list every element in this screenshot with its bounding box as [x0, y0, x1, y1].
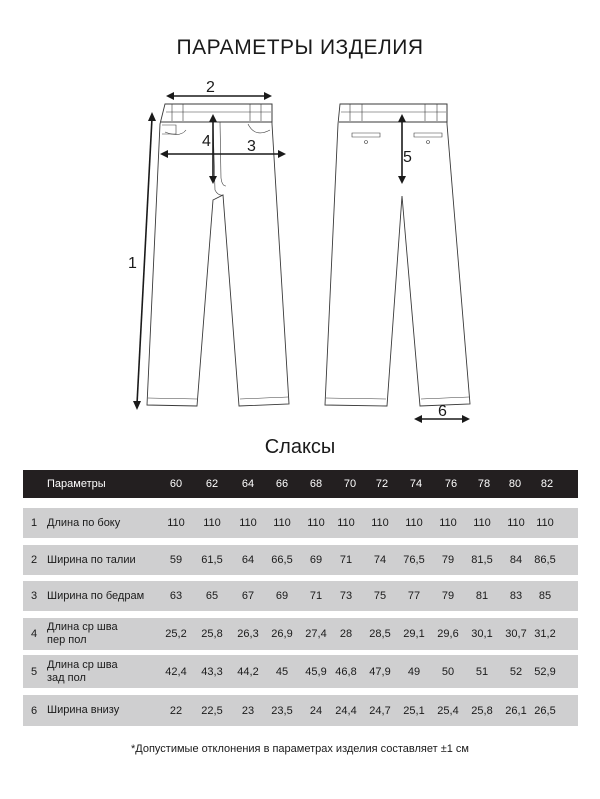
row-number: 2 — [31, 554, 38, 566]
size-col-header: 82 — [540, 478, 554, 490]
table-cell: 110 — [536, 517, 554, 529]
table-cell: 66,5 — [271, 554, 293, 566]
table-cell: 85 — [538, 590, 552, 602]
table-cell: 63 — [169, 590, 183, 602]
table-cell: 25,2 — [165, 628, 187, 640]
trousers-diagram — [0, 70, 600, 440]
size-col-header: 74 — [409, 478, 423, 490]
table-cell: 45,9 — [305, 665, 327, 678]
table-cell: 25,4 — [437, 704, 459, 717]
page-title: ПАРАМЕТРЫ ИЗДЕЛИЯ — [176, 36, 424, 59]
table-cell: 51 — [475, 665, 489, 678]
table-cell: 45 — [275, 665, 289, 678]
row-label: Ширина внизу — [47, 704, 120, 716]
diagram-label-5: 5 — [403, 149, 412, 166]
size-col-header: 72 — [375, 478, 389, 490]
table-cell: 47,9 — [369, 665, 391, 678]
row-number: 4 — [31, 628, 38, 640]
table-cell: 23 — [241, 704, 255, 717]
table-cell: 29,1 — [403, 628, 425, 640]
size-col-header: 64 — [241, 478, 255, 490]
table-cell: 28,5 — [369, 628, 391, 640]
header-label: Параметры — [47, 477, 106, 490]
table-cell: 24,7 — [369, 704, 391, 717]
table-cell: 86,5 — [534, 554, 556, 566]
table-cell: 110 — [307, 517, 325, 529]
size-col-header: 78 — [477, 478, 491, 490]
table-cell: 22,5 — [201, 704, 223, 717]
size-col-header: 80 — [508, 478, 522, 490]
row-label: Ширина по талии — [47, 553, 136, 566]
table-cell: 83 — [509, 590, 523, 602]
row-label: Длина по боку — [47, 516, 121, 529]
table-cell: 76,5 — [403, 554, 425, 566]
diagram-label-6: 6 — [438, 403, 447, 420]
table-row — [23, 581, 578, 611]
table-cell: 69 — [275, 590, 289, 602]
table-cell: 42,4 — [165, 665, 187, 678]
row-number: 3 — [31, 590, 38, 602]
table-cell: 81 — [475, 590, 489, 602]
size-col-header: 66 — [275, 478, 289, 490]
diagram-label-1: 1 — [128, 255, 137, 272]
table-cell: 79 — [441, 554, 455, 566]
table-cell: 61,5 — [201, 554, 223, 566]
table-cell: 69 — [309, 554, 323, 566]
table-row — [23, 695, 578, 726]
table-cell: 59 — [169, 554, 183, 566]
table-cell: 110 — [273, 517, 291, 529]
table-cell: 84 — [509, 554, 523, 566]
table-cell: 73 — [339, 590, 353, 602]
table-cell: 75 — [373, 590, 387, 602]
table-cell: 46,8 — [335, 665, 357, 678]
row-label: Ширина по бедрам — [47, 589, 145, 602]
table-cell: 110 — [507, 517, 525, 529]
table-cell: 110 — [203, 517, 221, 529]
table-cell: 79 — [441, 590, 455, 602]
table-cell: 25,1 — [403, 704, 425, 717]
table-cell: 81,5 — [471, 554, 493, 566]
row-label-line2: пер пол — [47, 634, 87, 646]
front-trousers-outline — [147, 104, 289, 406]
table-cell: 71 — [339, 554, 353, 566]
table-cell: 67 — [241, 590, 255, 602]
table-cell: 26,9 — [271, 628, 293, 640]
size-col-header: 70 — [343, 478, 357, 490]
table-cell: 110 — [167, 517, 185, 529]
table-header — [23, 470, 578, 498]
back-trousers-outline — [325, 104, 470, 406]
table-cell: 49 — [407, 665, 421, 678]
diagram-label-4: 4 — [202, 133, 211, 150]
table-cell: 52 — [509, 665, 523, 678]
table-cell: 25,8 — [201, 628, 223, 640]
table-cell: 27,4 — [305, 628, 327, 640]
size-col-header: 76 — [444, 478, 458, 490]
table-cell: 30,7 — [505, 628, 527, 640]
table-row — [23, 545, 578, 575]
product-name: Слаксы — [264, 436, 336, 458]
table-cell: 24,4 — [335, 704, 357, 717]
table-cell: 50 — [441, 665, 455, 678]
table-cell: 64 — [241, 554, 255, 566]
table-row — [23, 655, 578, 688]
table-cell: 52,9 — [534, 665, 556, 678]
table-cell: 65 — [205, 590, 219, 602]
size-col-header: 60 — [169, 478, 183, 490]
table-cell: 22 — [169, 704, 183, 717]
table-cell: 26,1 — [505, 704, 527, 717]
table-row — [23, 618, 578, 650]
table-cell: 43,3 — [201, 665, 223, 678]
table-cell: 29,6 — [437, 628, 459, 640]
row-label — [47, 655, 118, 688]
table-cell: 110 — [405, 517, 423, 529]
table-cell: 110 — [337, 517, 355, 529]
table-cell: 26,5 — [534, 704, 556, 717]
row-label-line1: Длина ср шва — [47, 621, 118, 633]
diagram-label-2: 2 — [206, 79, 215, 96]
diagram-label-3: 3 — [247, 138, 256, 155]
tolerance-footnote: *Допустимые отклонения в параметрах изделия составляет ±1 см — [131, 743, 469, 755]
size-col-header: 68 — [309, 478, 323, 490]
table-cell: 110 — [439, 517, 457, 529]
row-label — [47, 618, 118, 650]
table-cell: 74 — [373, 554, 387, 566]
size-col-header: 62 — [205, 478, 219, 490]
table-cell: 110 — [473, 517, 491, 529]
table-cell: 26,3 — [237, 628, 259, 640]
row-number: 1 — [31, 517, 38, 529]
row-number: 5 — [31, 665, 38, 678]
table-row — [23, 508, 578, 538]
table-cell: 77 — [407, 590, 421, 602]
table-cell: 30,1 — [471, 628, 493, 640]
table-cell: 110 — [371, 517, 389, 529]
row-label-line2: зад пол — [47, 671, 86, 684]
table-cell: 25,8 — [471, 704, 493, 717]
row-label-line1: Длина ср шва — [47, 658, 118, 671]
row-number: 6 — [31, 704, 38, 717]
table-cell: 23,5 — [271, 704, 293, 717]
table-cell: 24 — [309, 704, 323, 717]
table-cell: 31,2 — [534, 628, 556, 640]
table-cell: 110 — [239, 517, 257, 529]
table-cell: 44,2 — [237, 665, 259, 678]
table-cell: 28 — [339, 628, 353, 640]
table-cell: 71 — [309, 590, 323, 602]
